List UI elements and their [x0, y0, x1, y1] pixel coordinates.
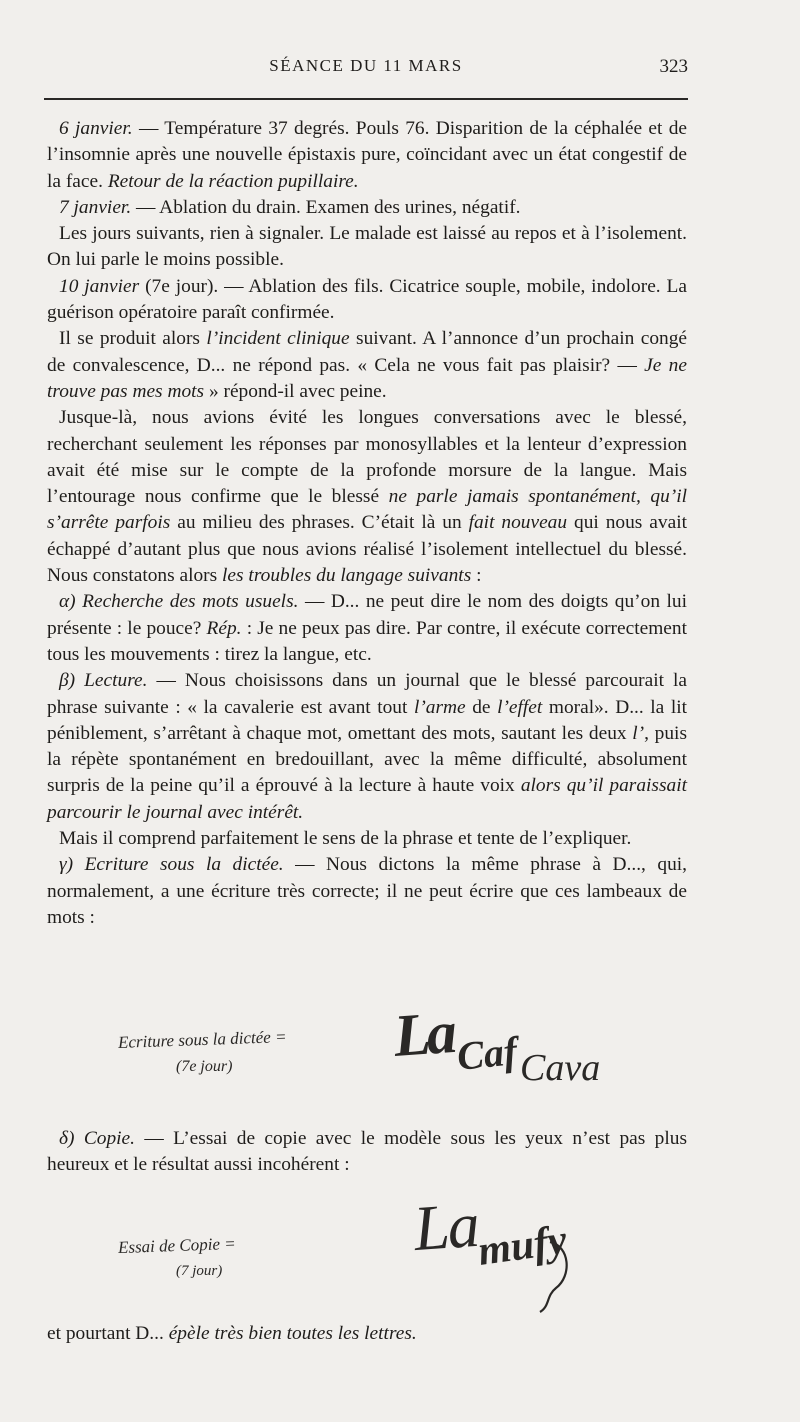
date-label: 6 janvier. [59, 118, 133, 139]
paragraph-text: — D... ne peut dire le nom des doigts qu’on lui présente : le pouce? [47, 591, 687, 639]
paragraph-text: au milieu des phrases. C’était là un [170, 512, 469, 534]
page-number: 323 [659, 56, 688, 77]
handwritten-scrawl: mufy [475, 1217, 570, 1275]
handwritten-caption: Ecriture sous la dictée = [117, 1027, 287, 1052]
header-rule [44, 98, 688, 100]
emphasis: épèle très bien toutes les lettres. [168, 1323, 417, 1344]
section-heading: δ) Copie. [59, 1128, 136, 1149]
paragraph-text: » répond-il avec peine. [204, 380, 387, 402]
handwriting-flourish [520, 1236, 580, 1316]
paragraph-text: — Ablation du drain. Examen des urines, négatif. [131, 196, 521, 218]
paragraph-6-janvier [47, 116, 687, 195]
closing-line [47, 1323, 417, 1345]
running-header [48, 56, 688, 86]
section-heading: α) Recherche des mots usuels. [59, 591, 299, 613]
paragraph-text: Il se produit alors [59, 328, 207, 350]
handwritten-caption: Essai de Copie = [117, 1233, 236, 1258]
emphasis: Rép. [206, 617, 242, 639]
paragraph-delta [47, 1126, 687, 1179]
paragraph-jours-suivants: Les jours suivants, rien à signaler. Le malade est laissé au repos et à l’isolement. On lui parle le moins possible. [47, 223, 687, 271]
paragraph-text: — Nous dictons la même phrase à D..., qui, normalement, a une écriture très correcte; il ne peut écrire que ces lambeaux de mots : [47, 854, 687, 928]
paragraph-text: — L’essai de copie avec le modèle sous les yeux n’est pas plus heureux et le résultat aussi incohérent : [47, 1128, 687, 1176]
body-text [47, 116, 687, 931]
emphasis: Je ne trouve pas mes mots [47, 354, 687, 402]
emphasis: l’incident clinique [206, 328, 350, 350]
paragraph-jusque-la [47, 405, 687, 589]
handwritten-caption-date: (7e jour) [176, 1058, 233, 1075]
paragraph-beta [47, 668, 687, 826]
paragraph-gamma [47, 852, 687, 931]
paragraph-text: qui nous avait échappé d’autant plus que nous avions réalisé l’isolement intellectuel du blessé. Nous constatons alors [47, 512, 687, 587]
paragraph-text: — Température 37 degrés. Pouls 76. Disparition de la céphalée et de l’insomnie après une nouvelle épistaxis pure, coïncidant avec un état congestif de la face. [47, 118, 687, 192]
paragraph-text: : Je ne peux pas dire. Par contre, il exécute correctement tous les mouvements : tirez la langue, etc. [47, 617, 687, 665]
running-title: SÉANCE DU 11 MARS [269, 56, 463, 75]
emphasis: l’arme [413, 696, 466, 718]
paragraph-text: (7e jour). — Ablation des fils. Cicatrice souple, mobile, indolore. La guérison opératoire paraît confirmée. [47, 275, 687, 324]
emphasis: Retour de la réaction pupillaire. [107, 170, 359, 192]
emphasis: fait nouveau [468, 512, 568, 534]
date-label: 7 janvier. [59, 196, 132, 218]
handwritten-scrawl: Cava [520, 1047, 601, 1089]
paragraph-comprend: Mais il comprend parfaitement le sens de la phrase et tente de l’expliquer. [59, 828, 632, 850]
paragraph-text: moral». D... la lit péniblement, s’arrêtant à chaque mot, omettant des mots, sautant les deux [47, 696, 688, 744]
emphasis: les troubles du langage suivants [222, 565, 472, 587]
paragraph-text: , puis la répète spontanément en bredouillant, avec la même difficulté, absolument surpris de la peine qu’il a éprouvé à la lecture à haute voix [47, 722, 687, 797]
emphasis: l’effet [497, 696, 543, 718]
paragraph-incident [47, 326, 687, 405]
emphasis: alors qu’il paraissait parcourir le journal avec intérêt. [47, 775, 687, 823]
paragraph-text: Jusque-là, nous avions évité les longues conversations avec le blessé, recherchant seulement les réponses par monosyllables et la lenteur d’expression avait été mise sur le compte de la profonde morsure de la langue. Mais l’entourage nous confirme que le blessé [47, 407, 687, 508]
paragraph-text: — Nous choisissons dans un journal que le blessé parcourait la phrase suivante : « la cavalerie est avant tout [47, 670, 688, 718]
body-text-copy [47, 1126, 687, 1179]
handwritten-caption-date: (7 jour) [176, 1263, 223, 1279]
emphasis: l’ [632, 722, 645, 744]
paragraph-text: de [465, 696, 498, 718]
handwritten-scrawl: Caf [454, 1027, 520, 1080]
section-heading: γ) Ecriture sous la dictée. [59, 854, 284, 876]
paragraph-10-janvier [47, 274, 687, 327]
paragraph-7-janvier [47, 195, 687, 221]
emphasis: ne parle jamais spontanément, qu’il s’arrête parfois [47, 486, 687, 534]
paragraph-text: : [471, 565, 482, 587]
handwritten-scrawl: La [411, 1188, 480, 1265]
date-label: 10 janvier [59, 275, 140, 297]
paragraph-text: suivant. A l’annonce d’un prochain congé de convalescence, D... ne répond pas. « Cela ne vous fait pas plaisir? — [47, 328, 688, 376]
paragraph-alpha [47, 589, 687, 668]
section-heading: β) Lecture. [59, 670, 148, 692]
handwritten-scrawl: La [391, 999, 455, 1069]
paragraph-text: et pourtant D... [47, 1323, 169, 1344]
